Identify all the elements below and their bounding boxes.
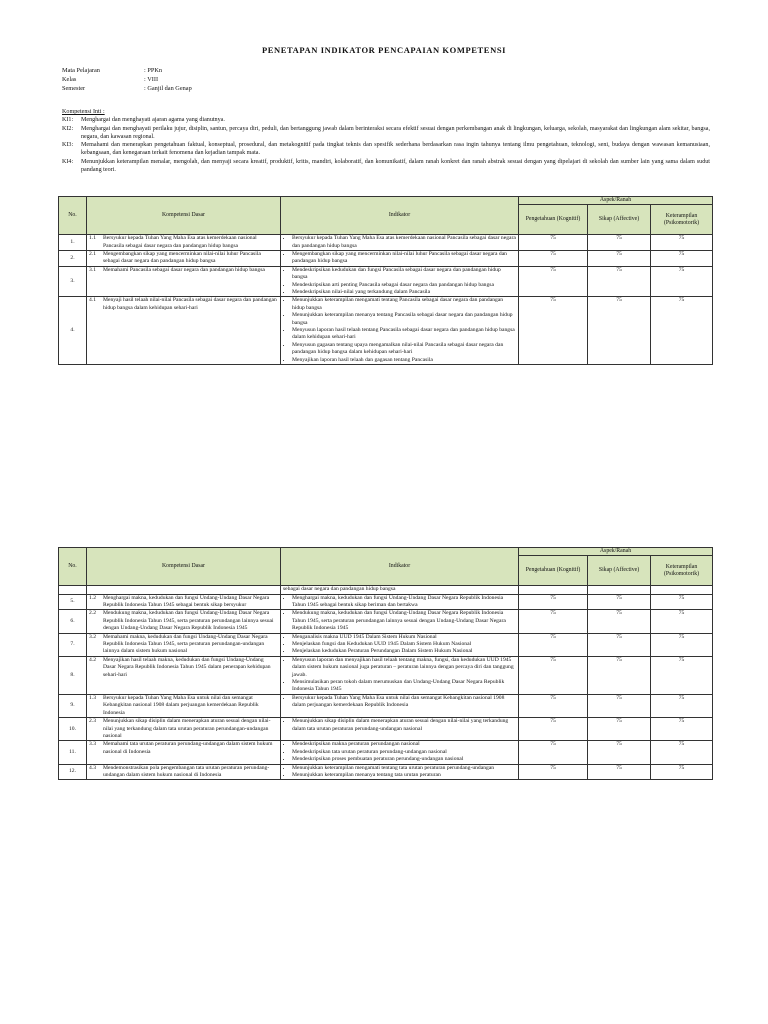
score-pengetahuan: 75 — [519, 694, 588, 717]
indicator-item: • Menjelaskan kedudukan Peraturan Perundangan Dalam Sistem Hukum Nasional — [292, 648, 516, 655]
table-body — [59, 586, 713, 780]
ki-item — [62, 141, 710, 158]
kd-text: Menyaji hasil telaah nilai-nilai Pancasila sebagai dasar negara dan pandangan hidup bangsa dalam kehidupan sehari-hari — [103, 297, 277, 311]
col-aspek: Aspek/Ranah — [519, 197, 713, 205]
table-row — [59, 594, 713, 610]
score-pengetahuan: 75 — [519, 741, 588, 764]
ki-item — [62, 116, 710, 124]
ki-heading: Kompetensi Inti : — [62, 109, 105, 115]
kd-code: 2.2 — [89, 610, 96, 617]
score-sikap: 75 — [588, 694, 651, 717]
indicator-cell — [281, 764, 519, 780]
kd-code: 2.3 — [89, 718, 96, 725]
row-number: 1. — [59, 235, 87, 251]
table-header — [59, 548, 713, 586]
ki-text: Menghargai dan menghayati ajaran agama yang dianutnya. — [81, 117, 225, 124]
indicator-item: • Menyajikan laporan hasil telaah dan gagasan tentang Pancasila — [292, 357, 516, 364]
competency-cell — [87, 235, 281, 251]
indicator-item: • Menunjukkan keterampilan menanya tentang Pancasila sebagai dasar negara dan pandangan hidup bangsa — [292, 312, 516, 327]
indicator-item: • Mendeskripsikan arti penting Pancasila sebagai dasar negara dan pandangan hidup bangsa — [292, 282, 516, 289]
row-number: 7. — [59, 633, 87, 656]
score-pengetahuan: 75 — [519, 656, 588, 694]
score-sikap: 75 — [588, 251, 651, 267]
table-row — [59, 266, 713, 297]
indicator-item: • Menunjukkan keterampilan mengamati tentang Pancasila sebagai dasar negara dan pandangan hidup bangsa — [292, 297, 516, 312]
ki-item — [62, 158, 710, 175]
meta-value: : VIII — [144, 76, 159, 84]
score-pengetahuan: 75 — [519, 718, 588, 741]
col-kd: Kompetensi Dasar — [87, 548, 281, 586]
score-sikap: 75 — [588, 610, 651, 633]
kd-code: 3.2 — [89, 633, 96, 640]
score-keterampilan: 75 — [651, 633, 713, 656]
kd-code: 3.1 — [89, 266, 96, 273]
kd-code: 3.3 — [89, 741, 96, 748]
score-keterampilan: 75 — [651, 741, 713, 764]
indicator-item: • Menyusun laporan dan menyajikan hasil telaah tentang makna, fungsi, dan kedudukan UUD 1945 dalam sistem hukum nasional juga peraturan – peraturan lainnya dengan percaya diri dan tanggung jawab. — [292, 657, 516, 679]
competency-table-2 — [58, 547, 713, 780]
kd-text: Mendukung makna, kedudukan dan fungsi Undang-Undang Dasar Negara Republik Indonesia Tahun 1945, serta peraturan perundangan lainnya sesuai dengan Undang-Undang Dasar Negara Republik Indonesia 1945 — [103, 610, 274, 632]
kd-code: 4.2 — [89, 656, 96, 663]
competency-table-1 — [58, 196, 713, 365]
indicator-list — [283, 267, 516, 297]
subject-meta — [62, 66, 192, 94]
table-row — [59, 718, 713, 741]
score-keterampilan: 75 — [651, 718, 713, 741]
indicator-list — [283, 610, 516, 632]
indicator-item: • Bersyukur kepada Tuhan Yang Maha Esa untuk nilai dan semangat Kebangkitan nasional 1908 dalam perjuangan kemerdekaan Republik Indonesia — [292, 695, 516, 710]
meta-value: : PPKn — [144, 67, 163, 74]
meta-label: Kelas — [62, 76, 77, 84]
ki-code: KI4: — [62, 158, 74, 165]
indicator-cell — [281, 610, 519, 633]
competency-cell — [87, 594, 281, 610]
kd-text: Menunjukkan sikap disiplin dalam menerapkan aturan sesuai dengan nilai-nilai yang terkandung dalam tata urutan peraturan perundangan-undangan nasional — [103, 718, 271, 739]
carry-over-row — [59, 586, 713, 594]
score-sikap: 75 — [588, 235, 651, 251]
indicator-cell — [281, 251, 519, 267]
table-row — [59, 741, 713, 764]
ki-code: KI3: — [62, 142, 74, 149]
col-no: No. — [59, 548, 87, 586]
kd-text: Memahami Pancasila sebagai dasar negara dan pandangan hidup bangsa — [103, 266, 265, 273]
col-indikator: Indikator — [281, 548, 519, 586]
score-pengetahuan: 75 — [519, 594, 588, 610]
score-pengetahuan: 75 — [519, 633, 588, 656]
col-aspek: Aspek/Ranah — [519, 548, 713, 556]
indicator-item: • Menjelaskan fungsi dan Kedudukan UUD 1945 Dalam Sistem Hukum Nasional — [292, 641, 516, 648]
col-sikap: Sikap (Affective) — [588, 556, 651, 586]
score-keterampilan: 75 — [651, 594, 713, 610]
indicator-list — [283, 251, 516, 266]
indicator-list — [283, 297, 516, 364]
indicator-cell — [281, 266, 519, 297]
col-no: No. — [59, 197, 87, 235]
meta-row — [62, 84, 192, 93]
indicator-item: • Mendeskripsikan tata urutan peraturan perundang-undangan nasional — [292, 749, 516, 756]
row-number: 12. — [59, 764, 87, 780]
indicator-item: • Menunjukkan keterampilan mengamati tentang tata urutan peraturan perundang-undangan — [292, 765, 516, 772]
ki-code: KI1: — [62, 117, 74, 124]
col-pengetahuan: Pengetahuan (Kognitif) — [519, 556, 588, 586]
col-indikator: Indikator — [281, 197, 519, 235]
competency-cell — [87, 251, 281, 267]
meta-value: : Ganjil dan Genap — [144, 85, 192, 93]
indicator-cell — [281, 594, 519, 610]
ki-list — [62, 116, 710, 174]
table-row — [59, 633, 713, 656]
score-pengetahuan: 75 — [519, 251, 588, 267]
score-pengetahuan: 75 — [519, 266, 588, 297]
indicator-list — [283, 741, 516, 763]
indicator-item: • Menghargai makna, kedudukan dan fungsi Undang-Undang Dasar Negara Republik Indonesia Tahun 1945 sebagai bentuk sikap beriman dan bertakwa — [292, 595, 516, 610]
competency-cell — [87, 633, 281, 656]
score-keterampilan: 75 — [651, 251, 713, 267]
indicator-cell — [281, 235, 519, 251]
table-row — [59, 297, 713, 365]
indicator-cell — [281, 297, 519, 365]
score-pengetahuan: 75 — [519, 235, 588, 251]
score-sikap: 75 — [588, 656, 651, 694]
row-number: 11. — [59, 741, 87, 764]
indicator-item: • Mendeskripsikan proses pembuatan peraturan perundang-undangan nasional — [292, 756, 516, 763]
competency-cell — [87, 297, 281, 365]
kd-text: Mengembangkan sikap yang mencerminkan nilai-nilai luhur Pancasila sebagai dasar negara dan pandangan hidup bangsa — [103, 251, 261, 265]
score-sikap: 75 — [588, 718, 651, 741]
score-pengetahuan: 75 — [519, 764, 588, 780]
competency-cell — [87, 656, 281, 694]
meta-label: Semester — [62, 85, 86, 93]
row-number: 3. — [59, 266, 87, 297]
indicator-item: • Mengembangkan sikap yang mencerminkan nilai-nilai luhur Pancasila sebagai dasar negara dan pandangan hidup bangsa — [292, 251, 516, 266]
table-row — [59, 251, 713, 267]
score-sikap: 75 — [588, 741, 651, 764]
score-keterampilan: 75 — [651, 297, 713, 365]
competency-cell — [87, 741, 281, 764]
carry-over-text: sebagai dasar negara dan pandangan hidup bangsa — [281, 586, 519, 594]
indicator-list — [283, 657, 516, 694]
ki-item — [62, 125, 710, 142]
score-keterampilan: 75 — [651, 266, 713, 297]
kd-code: 1.3 — [89, 694, 96, 701]
indicator-list — [283, 235, 516, 250]
score-keterampilan: 75 — [651, 610, 713, 633]
indicator-item: • Menyusun laporan hasil telaah tentang Pancasila sebagai dasar negara dan pandangan hidup bangsa dalam kehidupan sehari-hari — [292, 327, 516, 342]
ki-text: Memahami dan menerapkan pengetahuan faktual, konseptual, prosedural, dan metakognitif pada tingkat teknis dan spesifik sederhana berdasarkan rasa ingin tahunya tentang ilmu pengetahuan, teknologi, seni, budaya dengan wawasan kemanusiaan, kebangsaan, dan kenegaraan terkait fenomena dan kejadian tampak mata. — [81, 142, 710, 157]
competency-cell — [87, 718, 281, 741]
kd-text: Memahami makna, kedudukan dan fungsi Undang-Undang Dasar Negara Republik Indonesia Tahun 1945, serta peraturan perundangan-undangan lainnya dalam sistem hukum nasional — [103, 633, 268, 655]
row-number: 10. — [59, 718, 87, 741]
indicator-item: • Mendeskripsikan makna peraturan perundangan nasional — [292, 741, 516, 748]
table-header — [59, 197, 713, 235]
row-number: 6. — [59, 610, 87, 633]
indicator-cell — [281, 718, 519, 741]
score-pengetahuan: 75 — [519, 297, 588, 365]
score-keterampilan: 75 — [651, 656, 713, 694]
indicator-item: • Menganalisis makna UUD 1945 Dalam Sistem Hukum Nasional — [292, 634, 516, 641]
col-keterampilan: Keterampilan (Psikomotorik) — [651, 205, 713, 235]
score-keterampilan: 75 — [651, 235, 713, 251]
score-sikap: 75 — [588, 297, 651, 365]
indicator-item: • Mendeskripsikan kedudukan dan fungsi Pancasila sebagai dasar negara dan pandangan hidup bangsa — [292, 267, 516, 282]
indicator-list — [283, 765, 516, 780]
kd-text: Bersyukur kepada Tuhan Yang Maha Esa untuk nilai dan semangat Kebangkitan nasional 1908 dalam perjuangan kemerdekaan Republik Indonesia — [103, 694, 259, 716]
indicator-item: • Menunjukkan keterampilan menanya tentang tata urutan peraturan — [292, 772, 516, 779]
indicator-item: • Mensimulasikan peran tokoh dalam merumuskan dan Undang-Undang Dasar Negara Republik Indonesia Tahun 1945 — [292, 679, 516, 694]
row-number: 9. — [59, 694, 87, 717]
col-sikap: Sikap (Affective) — [588, 205, 651, 235]
indicator-cell — [281, 741, 519, 764]
meta-label: Mata Pelajaran — [62, 67, 100, 74]
score-pengetahuan: 75 — [519, 610, 588, 633]
meta-row — [62, 75, 192, 84]
ki-text: Menunjukkan keterampilan menalar, mengolah, dan menyaji secara kreatif, produktif, kritis, mandiri, kolaboratif, dan komunikatif, dalam ranah konkret dan ranah abstrak sesuai dengan yang dipelajari di sekolah dan sumber lain yang sama dalam sudut pandang teori. — [81, 158, 710, 174]
competency-cell — [87, 764, 281, 780]
competency-cell — [87, 694, 281, 717]
kd-code: 1.2 — [89, 594, 96, 601]
col-kd: Kompetensi Dasar — [87, 197, 281, 235]
score-sikap: 75 — [588, 594, 651, 610]
score-sikap: 75 — [588, 266, 651, 297]
col-pengetahuan: Pengetahuan (Kognitif) — [519, 205, 588, 235]
row-number: 4. — [59, 297, 87, 365]
indicator-cell — [281, 633, 519, 656]
kd-text: Mendemonstrasikan pola pengembangan tata urutan peraturan perundang-undangan dalam sistem hukum nasional di Indonesia — [103, 764, 270, 778]
competency-cell — [87, 266, 281, 297]
score-keterampilan: 75 — [651, 764, 713, 780]
table-row — [59, 610, 713, 633]
table-body — [59, 235, 713, 365]
indicator-item: • Menyusun gagasan tentang upaya mengamalkan nilai-nilai Pancasila sebagai dasar negara dan pandangan hidup bangsa dalam kehidupan sehari-hari — [292, 342, 516, 357]
kd-text: Memahami tata urutan peraturan perundang-undangan dalam sistem hukum nasional di Indonesia — [103, 741, 273, 755]
row-number: 5. — [59, 594, 87, 610]
ki-text: Menghargai dan menghayati perilaku jujur, disiplin, santun, percaya diri, peduli, dan bertanggung jawab dalam berinteraksi secara efektif sesuai dengan perkembangan anak di lingkungan, keluarga, sekolah, masyarakat dan lingkungan alam sekitar, bangsa, negara, dan kawasan regional. — [81, 125, 710, 140]
indicator-list — [283, 718, 516, 733]
competency-cell — [87, 610, 281, 633]
kd-code: 2.1 — [89, 251, 96, 258]
kd-text: Menyajikan hasil telaah makna, kedudukan dan fungsi Undang-Undang Dasar Negara Republik Indonesia Tahun 1945 dalam penerapan kehidupan sehari-hari — [103, 656, 271, 678]
kd-code: 1.1 — [89, 235, 96, 242]
row-number: 2. — [59, 251, 87, 267]
indicator-list — [283, 695, 516, 710]
kd-text: Bersyukur kepada Tuhan Yang Maha Esa atas kemerdekaan nasional Pancasila sebagai dasar negara dan pandangan hidup bangsa — [103, 235, 257, 249]
row-number: 8. — [59, 656, 87, 694]
score-sikap: 75 — [588, 764, 651, 780]
indicator-item: • Menunjukkan sikap disiplin dalam menerapkan aturan sesuai dengan nilai-nilai yang terkandung dalam tata urutan peraturan perundang-undangan nasional — [292, 718, 516, 733]
kd-text: Menghargai makna, kedudukan dan fungsi Undang-Undang Dasar Negara Republik Indonesia Tahun 1945 sebagai bentuk sikap bersyukur — [103, 594, 270, 609]
kd-code: 4.1 — [89, 297, 96, 304]
indicator-cell — [281, 694, 519, 717]
table-row — [59, 694, 713, 717]
table-row — [59, 764, 713, 780]
page-title: PENETAPAN INDIKATOR PENCAPAIAN KOMPETENSI — [261, 45, 507, 55]
indicator-list — [283, 595, 516, 610]
ki-code: KI2: — [62, 125, 74, 132]
col-keterampilan: Keterampilan (Psikomotorik) — [651, 556, 713, 586]
indicator-item: • Mendukung makna, kedudukan dan fungsi Undang-Undang Dasar Negara Republik Indonesia Tahun 1945, serta peraturan perundangan lainnya sesuai dengan Undang-Undang Dasar Negara Republik Indonesia 1945 — [292, 610, 516, 632]
indicator-item: • Bersyukur kepada Tuhan Yang Maha Esa atas kemerdekaan nasional Pancasila sebagai dasar negara dan pandangan hidup bangsa — [292, 235, 516, 250]
table-row — [59, 656, 713, 694]
indicator-list — [283, 634, 516, 656]
indicator-item: • Mendeskripsikan nilai-nilai yang terkandung dalam Pancasila — [292, 289, 516, 296]
score-sikap: 75 — [588, 633, 651, 656]
score-keterampilan: 75 — [651, 694, 713, 717]
core-competencies — [62, 108, 710, 174]
kd-code: 4.3 — [89, 764, 96, 771]
meta-row — [62, 66, 192, 75]
indicator-cell — [281, 656, 519, 694]
table-row — [59, 235, 713, 251]
